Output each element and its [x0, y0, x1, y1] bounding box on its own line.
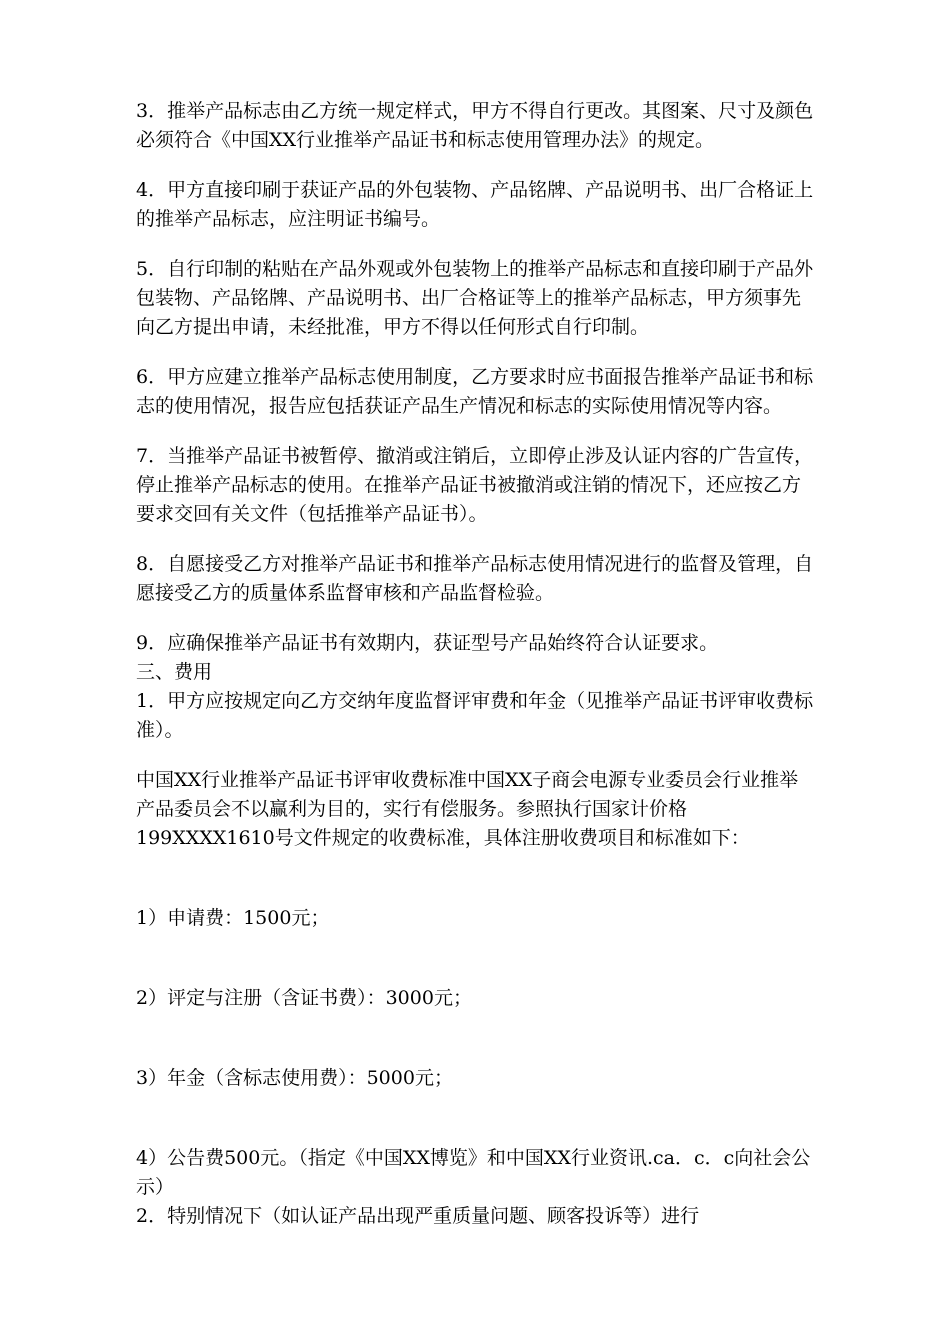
- paragraph-7-suspension: 7．当推举产品证书被暂停、撤消或注销后，立即停止涉及认证内容的广告宣传，停止推举产品标志的使用。在推举产品证书被撤消或注销的情况下，还应按乙方要求交回有关文件（包括推举产品证书）。: [136, 445, 814, 525]
- paragraph-3-logo-style: 3．推举产品标志由乙方统一规定样式，甲方不得自行更改。其图案、尺寸及颜色必须符合《中国XX行业推举产品证书和标志使用管理办法》的规定。: [136, 100, 814, 151]
- paragraph-8-supervision: 8．自愿接受乙方对推举产品证书和推举产品标志使用情况进行的监督及管理，自愿接受乙方的质量体系监督审核和产品监督检验。: [136, 553, 814, 604]
- fee-paragraph-1: 1．甲方应按规定向乙方交纳年度监督评审费和年金（见推举产品证书评审收费标准）。: [136, 690, 814, 741]
- paragraph-6-usage-system: 6．甲方应建立推举产品标志使用制度，乙方要求时应书面报告推举产品证书和标志的使用情况，报告应包括获证产品生产情况和标志的实际使用情况等内容。: [136, 366, 814, 417]
- paragraph-5-self-printing: 5．自行印制的粘贴在产品外观或外包装物上的推举产品标志和直接印刷于产品外包装物、产品铭牌、产品说明书、出厂合格证等上的推举产品标志，甲方须事先向乙方提出申请，未经批准，甲方不得以任何形式自行印制。: [136, 258, 814, 338]
- paragraph-9-validity: 9．应确保推举产品证书有效期内，获证型号产品始终符合认证要求。: [136, 632, 719, 654]
- fee-item-announcement: 4）公告费500元。（指定《中国XX博览》和中国XX行业资讯.ca．c．c向社会公示）: [136, 1147, 811, 1198]
- fee-standard-intro: 中国XX行业推举产品证书评审收费标准中国XX子商会电源专业委员会行业推举产品委员会不以赢利为目的，实行有偿服务。参照执行国家计价格199XXXX1610号文件规定的收费标准，具体注册收费项目和标准如下：: [136, 769, 799, 849]
- fee-item-application: 1）申请费：1500元；: [136, 907, 330, 929]
- fee-item-registration: 2）评定与注册（含证书费）：3000元；: [136, 987, 472, 1009]
- fee-item-annual: 3）年金（含标志使用费）：5000元；: [136, 1067, 453, 1089]
- paragraph-4-certificate-number: 4．甲方直接印刷于获证产品的外包装物、产品铭牌、产品说明书、出厂合格证上的推举产品标志，应注明证书编号。: [136, 179, 814, 230]
- section-heading-fees: 三、费用: [136, 661, 213, 683]
- document-body: [136, 97, 816, 1231]
- fee-paragraph-2: 2．特别情况下（如认证产品出现严重质量问题、顾客投诉等）进行: [136, 1205, 700, 1227]
